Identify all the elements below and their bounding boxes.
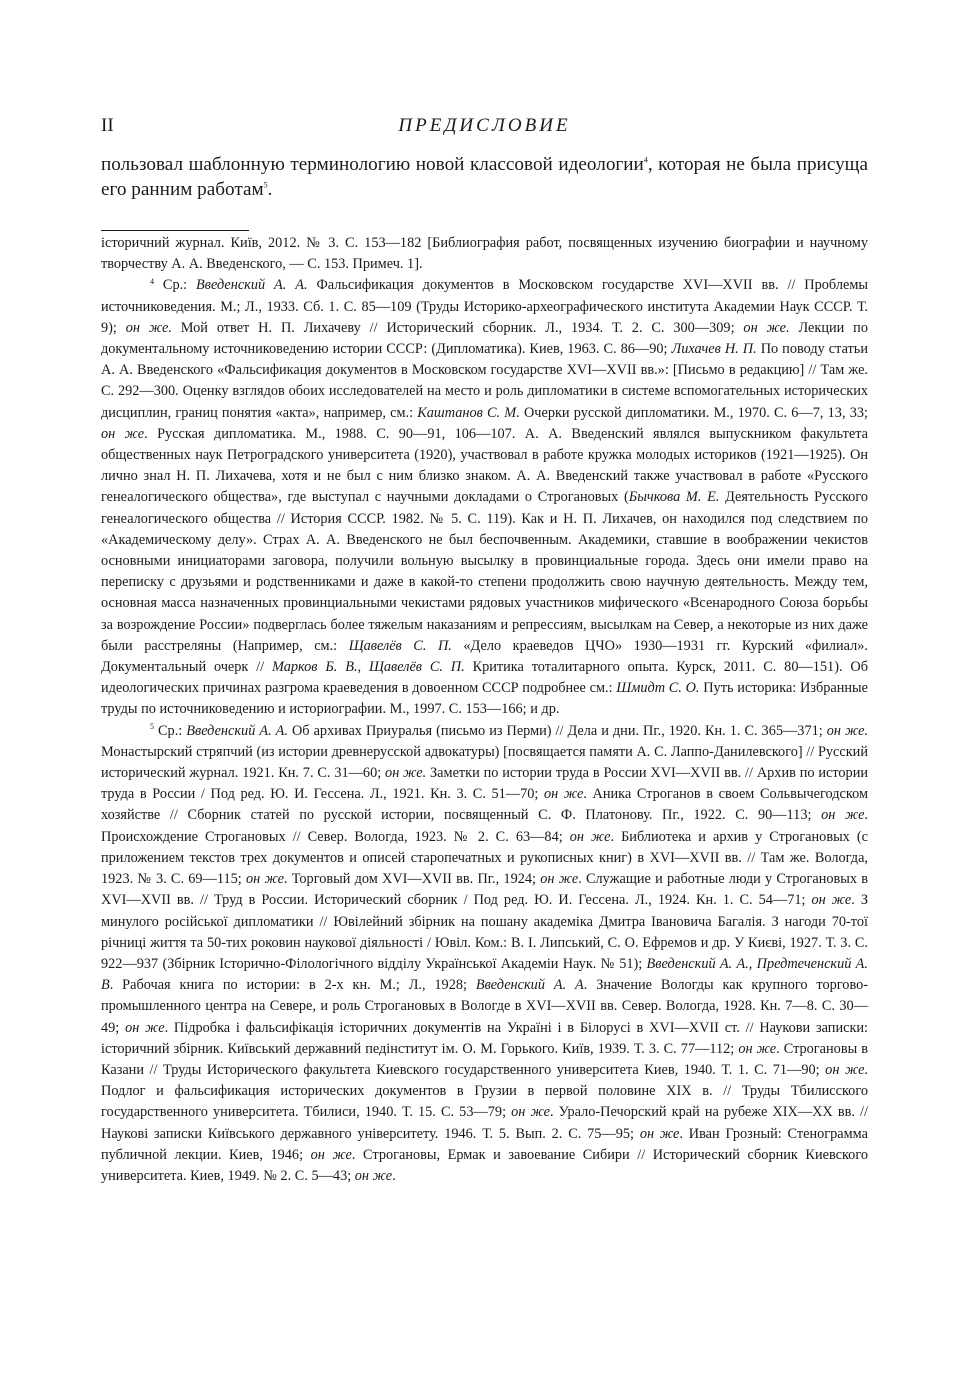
- footnote-text: . Библиотека и архив у Строгановых (с приложением текстов трех документов и описей старопечатных и рукописных книг) в XVI—XVII вв. // Там же. Вологда, 1923. № 3. С. 69—115;: [101, 828, 868, 888]
- footnote-citation-author: он же: [821, 807, 865, 824]
- main-text-part: , которая не была присуща его ранним работам: [101, 154, 868, 200]
- footnote-text: Ср.:: [158, 722, 187, 739]
- footnote-citation-author: он же: [738, 1040, 777, 1057]
- footnote-text: . Аника Строганов в своем Сольвычегодском хозяйстве // Сборник статей по русской истории, посвященный С. Ф. Платонову. Пг., 1922. С. 90—113;: [101, 786, 868, 824]
- footnote-text: . Значение Вологды как крупного торгово-промышленного центра на Севере, и роль Строгановых в Вологде в XVI—XVII вв. Север. Вологда, 1928. Кн. 7—8. С. 30—49;: [101, 977, 869, 1036]
- footnote-text: По поводу статьи А. А. Введенского «Фальсификация документов в Московском государстве XVI—XVII вв.»: [Письмо в редакцию] // Там же. С. 292—300. Оценку взглядов обоих исследователей на место и роль дипломатики в системе вспомогательных исторических дисциплин, границ понятия «акта», например, см.:: [101, 341, 868, 421]
- footnote-text: . Строгановы в Казани // Труды Исторического факультета Киевского государственного университета Киев, 1940. Т. 1. С. 71—90;: [101, 1040, 868, 1078]
- footnote-marker-5: 5: [263, 180, 268, 190]
- footnote-citation-author: Введенский А. А.: [196, 277, 308, 294]
- footnote-text: Фальсификация документов в Московском государстве XVI—XVII вв. // Проблемы источниковедения. М.; Л., 1933. Сб. 1. С. 85—109 (Труды Историко-археографического института Академии Наук СССР. Т. 9);: [101, 277, 868, 336]
- footnote-citation-author: Введенский А. А., Предтеченский А. В: [101, 955, 868, 994]
- footnote-text: Путь историка: Избранные труды по источниковедению и историографии. М., 1997. С. 153—166; и др.: [101, 680, 868, 718]
- footnote-citation-author: Бычкова М. Е.: [628, 489, 720, 506]
- footnote-citation-author: Лихачев Н. П.: [671, 341, 757, 358]
- footnote-citation-author: он же: [310, 1146, 352, 1163]
- footnote-citation-author: Введенский А. А: [475, 977, 584, 994]
- footnote-4-body: [101, 277, 868, 717]
- main-text: [101, 152, 868, 202]
- footnote-citation-author: Щавелёв С. П.: [348, 637, 452, 654]
- footnote-text: . Підробка і фальсифікація історичних документів на Україні і в Білорусі в XVI—XVII ст. // Наукови записки: історичний збірник. Київський державний педінститут ім. О. М. Горького. Київ, 1939. Т. 3. С. 77—112;: [101, 1019, 869, 1057]
- footnote-text: Очерки русской дипломатики. М., 1970. С. 6—7, 13, 33;: [519, 404, 868, 421]
- footnote-citation-author: он же: [639, 1125, 680, 1142]
- footnote-citation-author: он же: [245, 871, 284, 888]
- footnote-citation-author: он же.: [125, 319, 172, 336]
- footnote-5-body: [101, 723, 868, 1184]
- footnote-text: Лекции по документальному источниковедению истории СССР: (Дипломатика). Киев, 1963. С. 86—90;: [101, 319, 868, 358]
- footnote-text: Ср.:: [162, 277, 197, 294]
- footnote-text: Мой ответ Н. П. Лихачеву // Исторический сборник. Л., 1934. Т. 2. С. 300—309;: [171, 319, 744, 336]
- footnote-text: .: [392, 1167, 396, 1184]
- footnote-citation-author: он же.: [743, 319, 790, 336]
- footnote-text: «Дело краеведов ЦЧО» 1930—1931 гг. Курский «филиал». Документальный очерк //: [101, 637, 868, 676]
- footnote-text: . Торговый дом XVI—XVII вв. Пг., 1924;: [283, 871, 541, 888]
- footnote-text: . Иван Грозный: Стенограмма публичной лекции. Киев, 1946;: [101, 1125, 868, 1163]
- footnote-text: . З минулого російської дипломатики // Ювілейний збірник на пошану академіка Дмитра Івановича Багалія. З нагоди 70-тої річниці життя та 50-тих роковин наукової діяльності / Ювіл. Ком.: В. І. Липський, С. О. Ефремов и др. У Києві, 1927. Т. 3. С. 922—937 (Збірник Історично-Філологічного відділу Української Академіи Наук. № 51);: [101, 892, 869, 972]
- footnote-citation-author: он же: [511, 1104, 550, 1121]
- footnote-separator: [101, 230, 249, 231]
- footnote-citation-author: он же: [540, 871, 579, 888]
- footnote-text: Монастырский стряпчий (из истории древнерусской адвокатуры) [посвящается памяти А. С. Лаппо-Данилевского] // Русский исторический журнал. 1921. Кн. 7. С. 31—60;: [101, 743, 868, 782]
- footnote-4: $^4$ Ср.: Введенский А. А. Фальсификация документов в Московском государстве XVI—XVII вв. // Проблемы источниковедения. М.; Л., 1933. Сб. 1. С. 85—109 (Труды Историко-археографического института Академии Наук СССР. Т. 9); он же. Мой ответ Н. П. Лихачеву // Исторический сборник. Л., 1934. Т. 2. С. 300—309; он же. Лекции по документальному источниковедению истории СССР: (Дипломатика). Киев, 1963. С. 86—90; Лихачев Н. П. По поводу статьи А. А. Введенского «Фальсификация документов в Московском государстве XVI—XVII вв.»: [Письмо в редакцию] // Там же. С. 292—300. Оценку взглядов обоих исследователей на место и роль дипломатики в системе вспомогательных исторических дисциплин, границ понятия «акта», например, см.: Каштанов С. М. Очерки русской дипломатики. М., 1970. С. 6—7, 13, 33; он же. Русская дипломатика. М., 1988. С. 90—91, 106—107. А. А. Введенский являлся выпускником факультета общественных наук Петроградского университета (1920), участвовал в работе кружка молодых историков (1921—1925). Он лично знал Н. П. Лихачева, хотя и не был с ним близко знаком. А. А. Введенский также участвовал в работе «Русского генеалогического общества», где выступал с научными докладами о Строгановых (Бычкова М. Е. Деятельность Русского генеалогического общества // История СССР. 1982. № 5. С. 119). Как и Н. П. Лихачев, он находился под следствием по «Академическому делу». Страх А. А. Введенского не был беспочвенным. Академики, ставшие в воображении чекистов основными инициаторами заговора, получили вольную высылку в провинциальные города. Здесь они имели право на переписку с друзьями и родственниками и даже в какой-то степени продолжить свою научную деятельность. Между тем, основная масса назначенных провинциальными чекистами рядовых участников мифического «Всенародного Союза борьбы за возрождение России» подверглась более тяжелым наказаниям и репрессиям, высылкам на Север, а некоторые из них даже были расстреляны (Например, см.: Щавелёв С. П. «Дело краеведов ЦЧО» 1930—1931 гг. Курский «филиал». Документальный очерк // Марков Б. В., Щавелёв С. П. Критика тоталитарного опыта. Курск, 2011. С. 80—151). Об идеологических причинах разгрома краеведения в довоенном СССР подробнее см.: Шмидт С. О. Путь историка: Избранные труды по источниковедению и историографии. М., 1997. С. 153—166; и др.: [101, 276, 868, 718]
- footnote-text: Об архивах Приуралья (письмо из Перми) // Дела и дни. Пг., 1920. Кн. 1. С. 365—371;: [287, 722, 827, 739]
- footnote-text: . Служащие и работные люди у Строгановых в XVI—XVII вв. // Труд в России. Исторический сборник / Под ред. Ю. И. Гессена. Л., 1924. Кн. 1. С. 54—71;: [101, 871, 868, 909]
- page-number: II: [101, 115, 114, 136]
- footnote-text: . Происхождение Строгановых // Север. Вологда, 1923. № 2. С. 63—84;: [101, 807, 868, 845]
- footnote-citation-author: он же.: [385, 765, 427, 782]
- footnote-citation-author: он же: [811, 892, 852, 909]
- footnote-citation-author: он же: [125, 1019, 165, 1036]
- footnote-text: . Подлог и фальсификация исторических документов в Грузии в первой половине XIX в. // Труды Тбилисского государственного университета. Тбилиси, 1940. Т. 15. С. 53—79;: [101, 1061, 868, 1121]
- footnote-citation-author: он же: [569, 828, 611, 845]
- footnote-citation-author: он же: [101, 425, 145, 442]
- footnote-citation-author: он же: [544, 786, 584, 803]
- footnote-marker-4: 4: [643, 155, 648, 165]
- footnote-5: $^5$ Ср.: Введенский А. А. Об архивах Приуралья (письмо из Перми) // Дела и дни. Пг., 1920. Кн. 1. С. 365—371; он же. Монастырский стряпчий (из истории древнерусской адвокатуры) [посвящается памяти А. С. Лаппо-Данилевского] // Русский исторический журнал. 1921. Кн. 7. С. 31—60; он же. Заметки по истории труда в России XVI—XVII вв. // Архив по истории труда в России / Под ред. Ю. И. Гессена. Л., 1921. Кн. 3. С. 51—70; он же. Аника Строганов в своем Сольвычегодском хозяйстве // Сборник статей по русской истории, посвященный С. Ф. Платонову. Пг., 1922. С. 90—113; он же. Происхождение Строгановых // Север. Вологда, 1923. № 2. С. 63—84; он же. Библиотека и архив у Строгановых (с приложением текстов трех документов и описей старопечатных и рукописных книг) в XVI—XVII вв. // Там же. Вологда, 1923. № 3. С. 69—115; он же. Торговый дом XVI—XVII вв. Пг., 1924; он же. Служащие и работные люди у Строгановых в XVI—XVII вв. // Труд в России. Исторический сборник / Под ред. Ю. И. Гессена. Л., 1924. Кн. 1. С. 54—71; он же. З минулого російської дипломатики // Ювілейний збірник на пошану академіка Дмитра Івановича Багалія. З нагоди 70-тої річниці життя та 50-тих роковин наукової діяльності / Ювіл. Ком.: В. І. Липський, С. О. Ефремов и др. У Києві, 1927. Т. 3. С. 922—937 (Збірник Історично-Філологічного відділу Української Академіи Наук. № 51); Введенский А. А., Предтеченский А. В. Рабочая книга по истории: в 2-х кн. М.; Л., 1928; Введенский А. А. Значение Вологды как крупного торгово-промышленного центра на Севере, и роль Строгановых в Вологде в XVI—XVII вв. Север. Вологда, 1928. Кн. 7—8. С. 30—49; он же. Підробка і фальсифікація історичних документів на Україні і в Білорусі в XVI—XVII ст. // Наукови записки: історичний збірник. Київський державний педінститут ім. О. М. Горького. Київ, 1939. Т. 3. С. 77—112; он же. Строгановы в Казани // Труды Исторического факультета Киевского государственного университета Киев, 1940. Т. 1. С. 71—90; он же. Подлог и фальсификация исторических документов в Грузии в первой половине XIX в. // Труды Тбилисского государственного университета. Тбилиси, 1940. Т. 15. С. 53—79; он же. Урало-Печорский край на рубеже XIX—XX вв. // Наукові записки Київського державного університету. 1946. Т. 5. Вып. 2. С. 75—95; он же. Иван Грозный: Стенограмма публичной лекции. Киев, 1946; он же. Строгановы, Ермак и завоевание Сибири // Исторический сборник Киевского университета. Киев, 1949. № 2. С. 5—43; он же.: [101, 721, 869, 1184]
- footnote-citation-author: он же.: [826, 722, 868, 739]
- footnote-citation-author: Каштанов С. М.: [417, 404, 520, 421]
- footnote-citation-author: Введенский А. А.: [186, 722, 288, 739]
- footnote-text: . Урало-Печорский край на рубеже XIX—XX вв. // Наукові записки Київського державного університету. 1946. Т. 5. Вып. 2. С. 75—95;: [101, 1104, 868, 1142]
- main-text-part: пользовал шаблонную терминологию новой классовой идеологии: [101, 154, 644, 175]
- footnote-citation-author: он же: [825, 1061, 865, 1078]
- footnote-citation-author: Шмидт С. О.: [616, 680, 700, 697]
- running-head: ПРЕДИСЛОВИЕ: [398, 115, 571, 136]
- footnote-text: Заметки по истории труда в России XVI—XVII вв. // Архив по истории труда в России / Под ред. Ю. И. Гессена. Л., 1921. Кн. 3. С. 51—70;: [101, 765, 868, 803]
- footnotes: [101, 233, 868, 1187]
- footnote-text: . Русская дипломатика. М., 1988. С. 90—91, 106—107. А. А. Введенский являлся выпускником факультета общественных наук Петроградского университета (1920), участвовал в работе кружка молодых историков (1921—1925). Он лично знал Н. П. Лихачева, хотя и не был с ним близко знаком. А. А. Введенский также участвовал в работе «Русского генеалогического общества», где выступал с научными докладами о Строгановых (: [101, 425, 868, 506]
- main-text-part: .: [267, 179, 273, 200]
- footnote-text: . Строгановы, Ермак и завоевание Сибири // Исторический сборник Киевского университета. Киев, 1949. № 2. С. 5—43;: [101, 1146, 868, 1184]
- footnote-continuation: історичний журнал. Київ, 2012. № 3. С. 153—182 [Библиография работ, посвященных изучению биографии и научному творчеству А. А. Введенского, — С. 153. Примеч. 1].: [101, 235, 868, 273]
- footnote-citation-author: он же: [354, 1167, 393, 1184]
- footnote-citation-author: Марков Б. В., Щавелёв С. П.: [272, 659, 465, 676]
- footnote-text: . Рабочая книга по истории: в 2-х кн. М.; Л., 1928;: [109, 977, 476, 994]
- footnote-text: Критика тоталитарного опыта. Курск, 2011. С. 80—151). Об идеологических причинах разгрома краеведения в довоенном СССР подробнее см.:: [101, 659, 868, 697]
- footnote-text: Деятельность Русского генеалогического общества // История СССР. 1982. № 5. С. 119). Как и Н. П. Лихачев, он находился под следствием по «Академическому делу». Страх А. А. Введенского не был беспочвенным. Академики, ставшие в воображении чекистов основными инициаторами заговора, получили вольную высылку в провинциальные города. Здесь они имели право на переписку с друзьями и родственниками и даже в какой-то степени продолжить свою научную деятельность. Между тем, основная масса назначенных провинциальными чекистами рядовых участников мифического «Всенародного Союза борьбы за возрождение России» подверглась более тяжелым наказаниям и репрессиям, высылкам на Север, а некоторые из них даже были расстреляны (Например, см.:: [101, 489, 868, 654]
